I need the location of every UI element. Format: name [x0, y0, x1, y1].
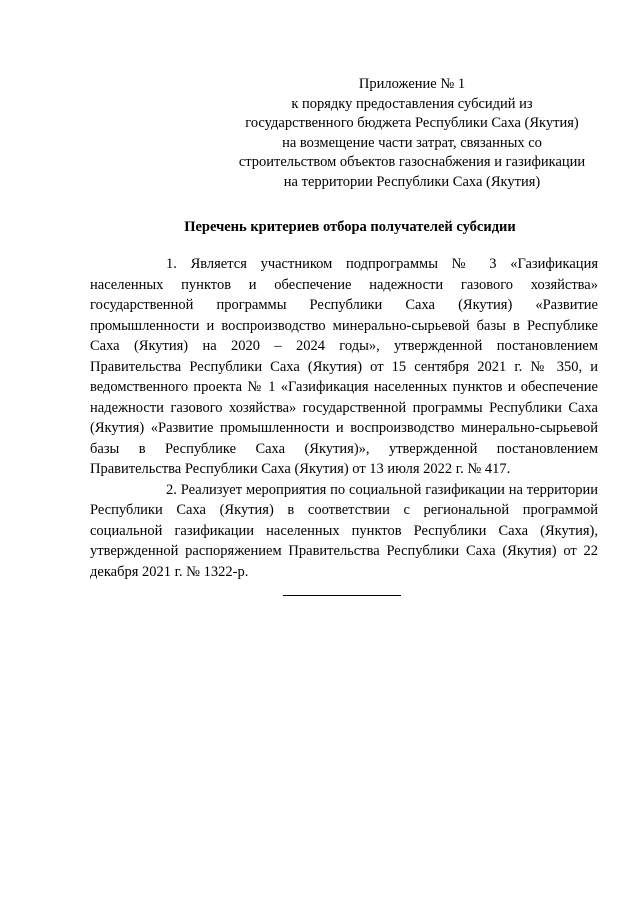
end-divider	[283, 595, 401, 596]
appendix-header	[222, 75, 602, 192]
criterion-item	[90, 254, 598, 480]
criterion-number: 1.	[166, 256, 177, 272]
appendix-line: на возмещение части затрат, связанных со	[282, 134, 542, 151]
criterion-item	[90, 480, 598, 583]
appendix-line: строительством объектов газоснабжения и газификации	[238, 154, 586, 170]
appendix-line: на территории Республики Саха (Якутия)	[283, 173, 541, 190]
appendix-line: государственного бюджета Республики Саха (Якутия)	[245, 115, 579, 131]
appendix-line: Приложение № 1	[358, 76, 466, 92]
criterion-text: Реализует мероприятия по социальной газификации на территории Республики Саха (Якутия) в соответствии с региональной программой социальной газификации населенных пунктов Республики Саха (Якутия), утвержденной распоряжением Правительства Республики Саха (Якутия) от 22 декабря 2021 г. № 1322-р.	[90, 481, 598, 580]
appendix-line: к порядку предоставления субсидий из	[291, 95, 533, 112]
document-title: Перечень критериев отбора получателей субсидии	[184, 219, 516, 235]
criterion-text: Является участником подпрограммы № 3 «Газификация населенных пунктов и обеспечение надежности газового хозяйства» государственной программы Республики Саха (Якутия) «Развитие промышленности и воспроизводство минерально-сырьевой базы в Республике Саха (Якутия) на 2020 – 2024 годы», утвержденной постановлением Правительства Республики Саха (Якутия) от 15 сентября 2021 г. № 350, и ведомственного проекта № 1 «Газификация населенных пунктов и обеспечение надежности газового хозяйства» государственной программы Республики Саха (Якутия) «Развитие промышленности и воспроизводство минерально-сырьевой базы в Республике Саха (Якутия)», утвержденной постановлением Правительства Республики Саха (Якутия) от 13 июля 2022 г. № 417.	[90, 256, 599, 477]
criterion-number: 2.	[166, 481, 177, 498]
criteria-list	[90, 254, 598, 582]
